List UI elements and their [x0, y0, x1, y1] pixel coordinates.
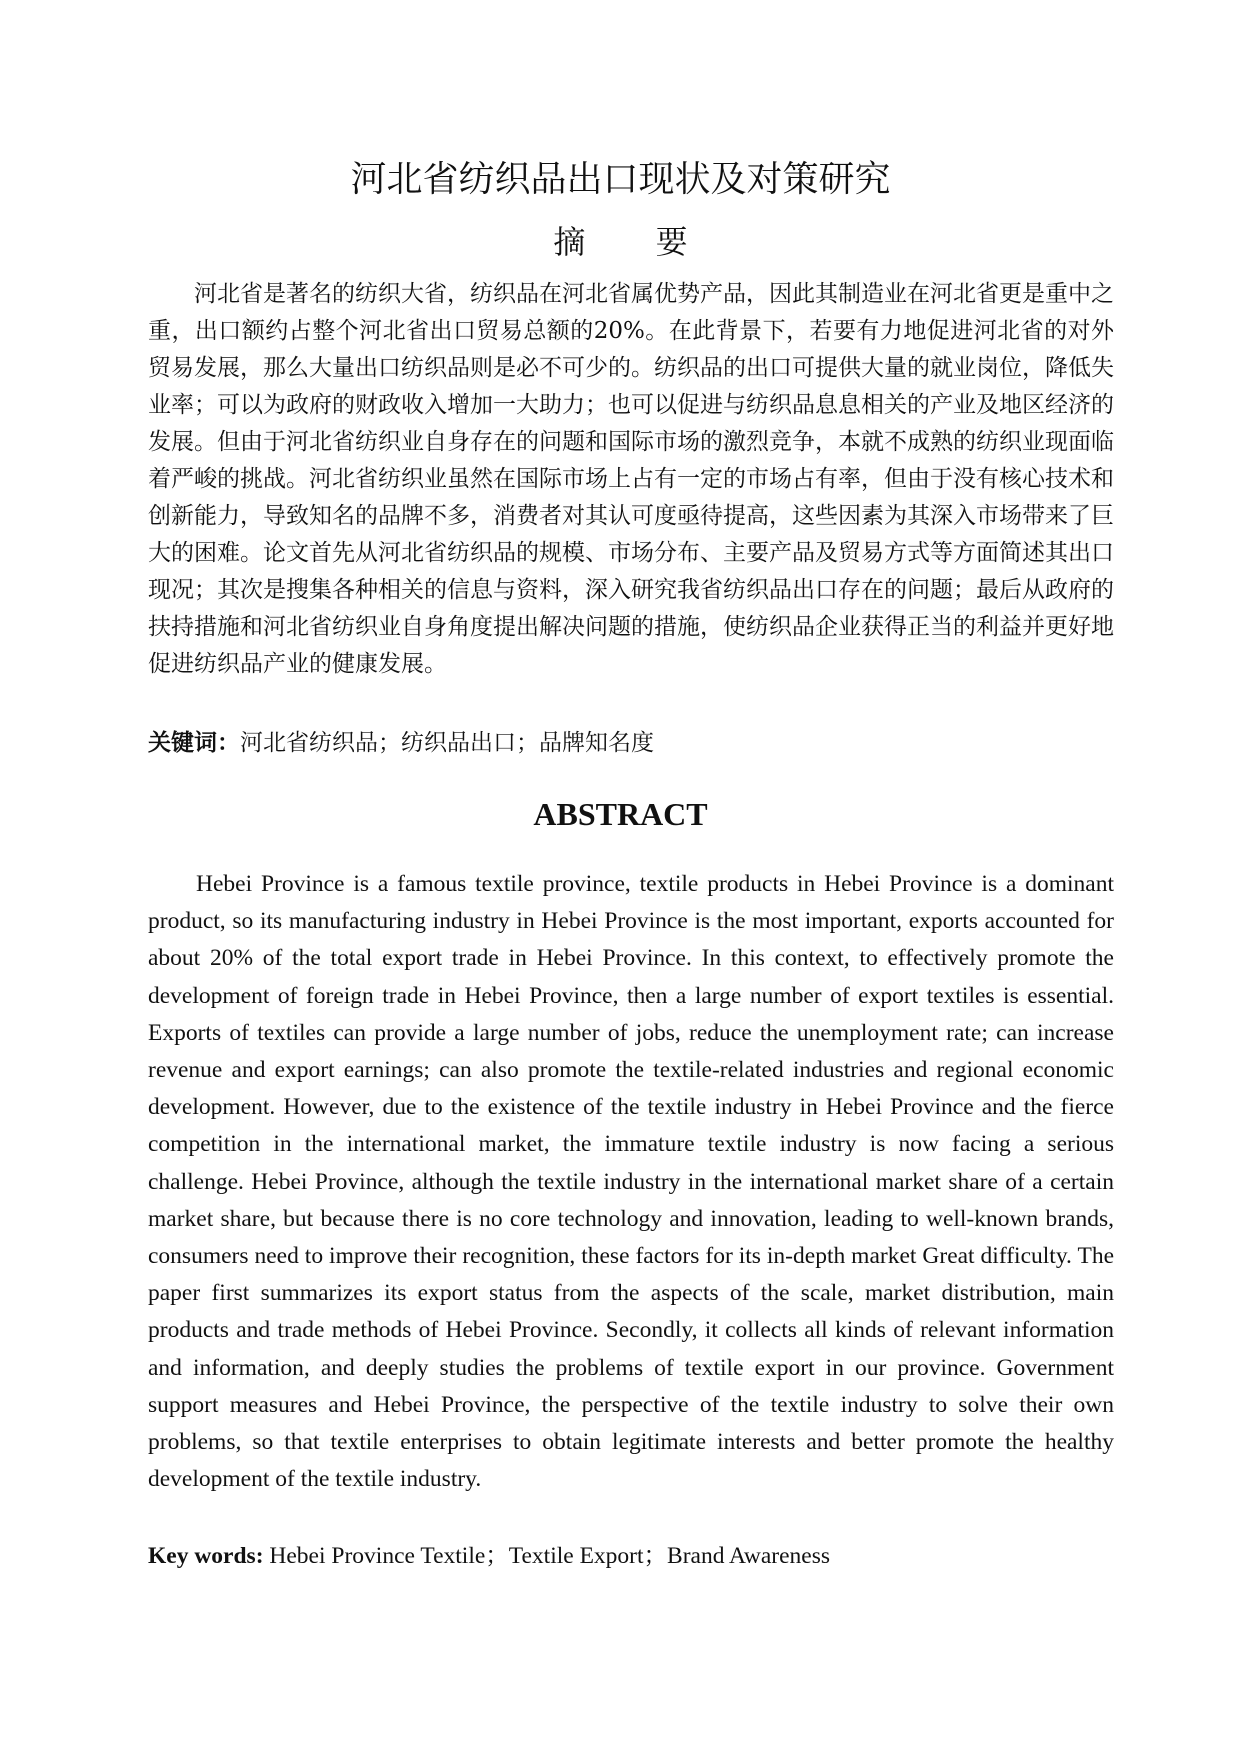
- zh-abstract-body: 河北省是著名的纺织大省，纺织品在河北省属优势产品，因此其制造业在河北省更是重中之重，出口额约占整个河北省出口贸易总额的20%。在此背景下，若要有力地促进河北省的对外贸易发展，那么大量出口纺织品则是必不可少的。纺织品的出口可提供大量的就业岗位，降低失业率；可以为政府的财政收入增加一大助力；也可以促进与纺织品息息相关的产业及地区经济的发展。但由于河北省纺织业自身存在的问题和国际市场的激烈竞争，本就不成熟的纺织业现面临着严峻的挑战。河北省纺织业虽然在国际市场上占有一定的市场占有率，但由于没有核心技术和创新能力，导致知名的品牌不多，消费者对其认可度亟待提高，这些因素为其深入市场带来了巨大的困难。论文首先从河北省纺织品的规模、市场分布、主要产品及贸易方式等方面简述其出口现况；其次是搜集各种相关的信息与资料，深入研究我省纺织品出口存在的问题；最后从政府的扶持措施和河北省纺织业自身角度提出解决问题的措施，使纺织品企业获得正当的利益并更好地促进纺织品产业的健康发展。: [148, 281, 1114, 677]
- en-abstract-heading: ABSTRACT: [533, 796, 708, 832]
- en-keywords-label: Key words:: [148, 1543, 264, 1569]
- document-title: 河北省纺织品出口现状及对策研究: [350, 159, 891, 200]
- zh-abstract-heading: 摘 要: [553, 223, 718, 261]
- zh-keywords: [148, 725, 1114, 762]
- en-keywords: [148, 1538, 1114, 1575]
- en-abstract-body: Hebei Province is a famous textile province, textile products in Hebei Province is a dominant product, so its manufacturing industry in Hebei Province is the most important, exports accounted for about 20% of the total export trade in Hebei Province. In this context, to effectively promote the development of foreign trade in Hebei Province, then a large number of export textiles is essential. Exports of textiles can provide a large number of jobs, reduce the unemployment rate; can increase revenue and export earnings; can also promote the textile-related industries and regional economic development. However, due to the existence of the textile industry in Hebei Province and the fierce competition in the international market, the immature textile industry is now facing a serious challenge. Hebei Province, although the textile industry in the international market share of a certain market share, but because there is no core technology and innovation, leading to well-known brands, consumers need to improve their recognition, these factors for its in-depth market Great difficulty. The paper first summarizes its export status from the aspects of the scale, market distribution, main products and trade methods of Hebei Province. Secondly, it collects all kinds of relevant information and information, and deeply studies the problems of textile export in our province. Government support measures and Hebei Province, the perspective of the textile industry to solve their own problems, so that textile enterprises to obtain legitimate interests and better promote the healthy development of the textile industry.: [148, 871, 1114, 1493]
- zh-keywords-text: 河北省纺织品；纺织品出口；品牌知名度: [240, 730, 654, 756]
- zh-keywords-label: 关键词：: [148, 730, 240, 756]
- en-keywords-text: Hebei Province Textile；Textile Export；Brand Awareness: [269, 1543, 830, 1569]
